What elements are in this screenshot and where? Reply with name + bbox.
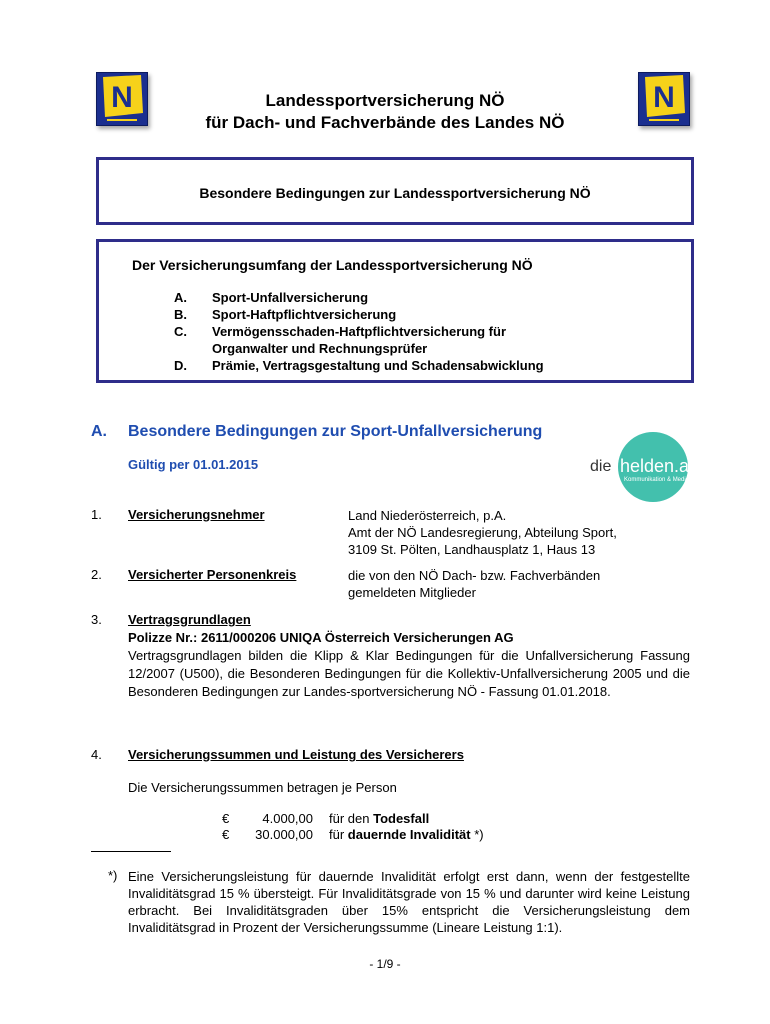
scope-item (174, 289, 544, 306)
scope-item-key (174, 340, 212, 357)
item-2-number: 2. (91, 567, 102, 582)
value-line: die von den NÖ Dach- bzw. Fachverbänden (348, 568, 601, 583)
value-line: Amt der NÖ Landesregierung, Abteilung Sport, (348, 525, 617, 540)
footnote-text: Eine Versicherungsleistung für dauernde Invalidität erfolgt erst dann, wenn der festgestellte Invaliditätsgrad 15 % übersteigt. Für Invaliditätsgrade von 15 % und darunter wird keine Leistung erbracht. Bei Invaliditätsgraden über 15% entspricht die Versicherungsleistung dem Invaliditätsgrad in Prozent der Versicherungssumme (Lineare Leistung 1:1). (128, 869, 690, 935)
diehelden-logo (590, 432, 698, 504)
item-1-label: Versicherungsnehmer (128, 507, 265, 522)
sum-prefix: für den (329, 811, 374, 826)
item-2-value (348, 567, 600, 601)
item-4-number: 4. (91, 747, 102, 762)
currency: € (222, 827, 230, 842)
item-3-paragraph: Vertragsgrundlagen bilden die Klipp & Klar Bedingungen für die Unfallversicherung Fassung 12/2007 (U500), die Besonderen Bedingungen für die Kollektiv-Unfallversicherung 2005 und die Besonderen Bedingungen zur Landes-sportversicherung NÖ - Fassung 01.01.2018. (128, 648, 690, 699)
valid-date: Gültig per 01.01.2015 (128, 457, 259, 472)
footnote-mark: *) (108, 868, 118, 883)
sum-prefix: für (329, 827, 348, 842)
sum-suffix: *) (470, 827, 484, 842)
item-3-number: 3. (91, 612, 102, 627)
scope-item (174, 340, 544, 357)
item-1-number: 1. (91, 507, 102, 522)
conditions-box (96, 157, 694, 225)
policy-line: Polizze Nr.: 2611/000206 UNIQA Österreich Versicherungen AG (128, 630, 514, 645)
amount: 30.000,00 (255, 827, 313, 842)
footnote-divider (91, 851, 171, 852)
scope-item-key: C. (174, 324, 187, 339)
scope-heading: Der Versicherungsumfang der Landessportversicherung NÖ (132, 257, 533, 273)
title-line-1: Landessportversicherung NÖ (265, 91, 505, 110)
section-a-title: Besondere Bedingungen zur Sport-Unfallversicherung (128, 423, 543, 440)
scope-item (174, 323, 544, 340)
item-2-label: Versicherter Personenkreis (128, 567, 297, 582)
conditions-box-text: Besondere Bedingungen zur Landessportversicherung NÖ (199, 185, 591, 201)
amount: 4.000,00 (262, 811, 313, 826)
scope-item (174, 357, 544, 374)
sum-intro: Die Versicherungssummen betragen je Person (128, 780, 397, 795)
scope-box (96, 239, 694, 383)
value-line: 3109 St. Pölten, Landhausplatz 1, Haus 13 (348, 542, 596, 557)
currency: € (222, 811, 230, 826)
sum-row-invalidity (222, 826, 484, 844)
value-line: Land Niederösterreich, p.A. (348, 508, 507, 523)
logo-helden-text: helden.at (620, 456, 695, 476)
scope-item-text: Sport-Unfallversicherung (212, 290, 369, 305)
scope-item-text: Prämie, Vertragsgestaltung und Schadensabwicklung (212, 358, 544, 373)
document-title (140, 90, 630, 134)
scope-item-key: B. (174, 307, 187, 322)
scope-item (174, 306, 544, 323)
item-1-value (348, 507, 617, 558)
noe-logo-right (638, 72, 690, 126)
scope-item-text: Organwalter und Rechnungsprüfer (212, 341, 428, 356)
sum-type: Todesfall (373, 811, 430, 826)
scope-list (174, 289, 544, 374)
value-line: gemeldeten Mitglieder (348, 585, 476, 600)
page-number: - 1/9 - (369, 957, 401, 971)
scope-item-key: A. (174, 290, 187, 305)
scope-item-key: D. (174, 358, 187, 373)
item-3-label: Vertragsgrundlagen (128, 612, 251, 627)
logo-letter: N (653, 81, 675, 114)
sum-type: dauernde Invalidität (347, 827, 471, 842)
item-4-label: Versicherungssummen und Leistung des Versicherers (128, 747, 464, 762)
logo-die-text: die (590, 458, 612, 475)
logo-letter: N (111, 81, 133, 114)
scope-item-text: Vermögensschaden-Haftpflichtversicherung für (212, 324, 507, 339)
scope-item-text: Sport-Haftpflichtversicherung (212, 307, 397, 322)
section-a-key: A. (91, 423, 107, 440)
logo-sub-text: Kommunikation & Medien (624, 477, 693, 483)
title-line-2: für Dach- und Fachverbände des Landes NÖ (205, 113, 565, 132)
